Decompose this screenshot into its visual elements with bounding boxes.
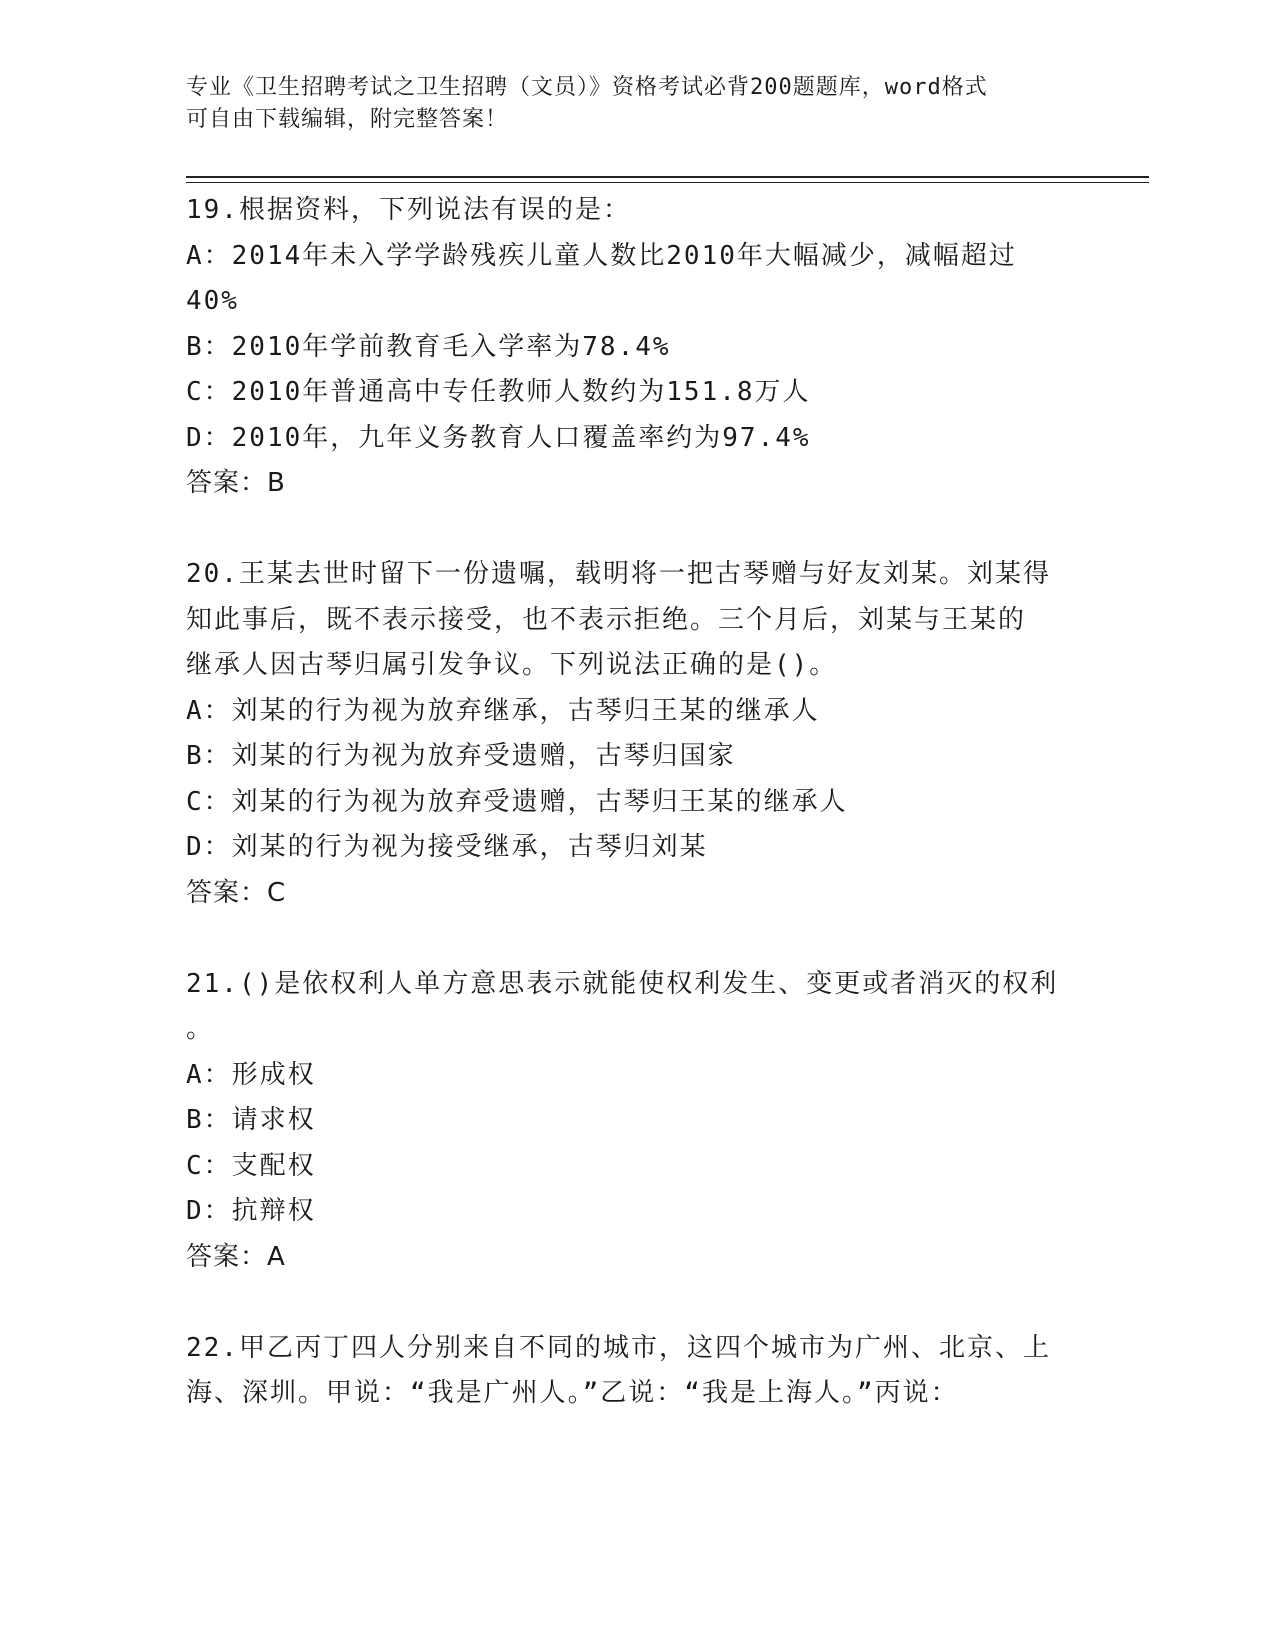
option-c: C：刘某的行为视为放弃受遗赠，古琴归王某的继承人 [186,786,848,817]
header-title-line-1: 专业《卫生招聘考试之卫生招聘（文员）》资格考试必背200题题库，word格式 [186,75,988,100]
question-21 [186,962,1086,1281]
spacer [186,507,1086,553]
option-d: D：刘某的行为视为接受继承，古琴归刘某 [186,832,708,862]
question-stem: 。 [186,1014,215,1044]
document-header [186,72,1066,136]
header-divider-thin [186,182,1149,183]
option-c: C：支配权 [186,1150,316,1181]
question-stem: 19.根据资料，下列说法有误的是： [186,195,631,225]
option-a-continued: 40% [186,286,239,316]
answer: 答案：C [186,877,287,908]
answer: 答案：A [186,1241,286,1272]
spacer [186,1280,1086,1326]
answer: 答案：B [186,468,286,498]
option-a: A：刘某的行为视为放弃继承，古琴归王某的继承人 [186,695,820,726]
question-stem: 21.()是依权利人单方意思表示就能使权利发生、变更或者消灭的权利 [186,968,1059,999]
question-20 [186,552,1086,916]
option-c: C：2010年普通高中专任教师人数约为151.8万人 [186,377,811,407]
option-d: D：2010年，九年义务教育人口覆盖率约为97.4% [186,422,811,453]
header-title-line-2: 可自由下载编辑，附完整答案！ [186,107,509,132]
option-b: B：2010年学前教育毛入学率为78.4% [186,331,671,362]
question-stem: 22.甲乙丙丁四人分别来自不同的城市，这四个城市为广州、北京、上 [186,1332,1051,1363]
question-stem: 继承人因古琴归属引发争议。下列说法正确的是()。 [186,650,838,680]
question-stem: 知此事后，既不表示接受，也不表示拒绝。三个月后，刘某与王某的 [186,604,1027,635]
spacer [186,916,1086,962]
option-a: A：形成权 [186,1059,316,1090]
question-stem: 海、深圳。甲说：“我是广州人。”乙说：“我是上海人。”丙说： [186,1378,959,1408]
question-stem: 20.王某去世时留下一份遗嘱，载明将一把古琴赠与好友刘某。刘某得 [186,559,1051,589]
option-b: B：刘某的行为视为放弃受遗赠，古琴归国家 [186,741,736,771]
option-b: B：请求权 [186,1105,316,1135]
question-list [186,188,1086,1417]
option-d: D：抗辩权 [186,1196,316,1226]
option-a: A：2014年未入学学龄残疾儿童人数比2010年大幅减少，减幅超过 [186,240,1017,271]
question-22 [186,1326,1086,1417]
question-19 [186,188,1086,507]
header-divider-thick [186,176,1149,178]
